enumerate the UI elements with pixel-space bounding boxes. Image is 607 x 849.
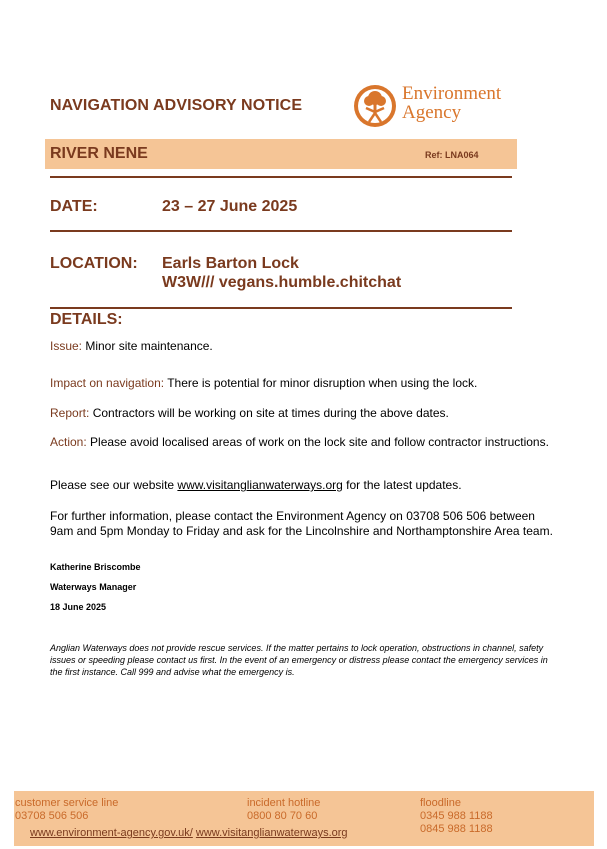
details-heading: DETAILS: xyxy=(50,311,123,328)
signatory-name: Katherine Briscombe xyxy=(50,562,141,572)
footer-links xyxy=(30,827,348,839)
action-label: Action: xyxy=(50,435,87,449)
divider xyxy=(50,176,512,178)
incident-hotline-label: incident hotline xyxy=(247,797,321,809)
environment-agency-link[interactable]: www.environment-agency.gov.uk/ xyxy=(30,827,193,839)
location-line1: Earls Barton Lock xyxy=(162,255,299,272)
issue-paragraph xyxy=(50,339,555,354)
action-text: Please avoid localised areas of work on the lock site and follow contractor instructions. xyxy=(86,435,549,449)
floodline-number-2: 0845 988 1188 xyxy=(420,823,493,835)
reference-number: Ref: LNA064 xyxy=(425,150,479,160)
website-paragraph xyxy=(50,478,555,493)
impact-text: There is potential for minor disruption when using the lock. xyxy=(164,376,478,390)
location-value xyxy=(162,254,401,292)
visit-anglian-waterways-link[interactable]: www.visitanglianwaterways.org xyxy=(195,827,348,839)
date-value: 23 – 27 June 2025 xyxy=(162,198,298,215)
customer-service-label: customer service line xyxy=(15,797,119,809)
river-banner xyxy=(45,139,517,169)
contact-paragraph: For further information, please contact the Environment Agency on 03708 506 506 between 9am and 5pm Monday to Friday and ask for the Lincolnshire and Northamptonshire Area team. xyxy=(50,509,553,538)
divider xyxy=(50,230,512,232)
report-paragraph xyxy=(50,406,555,421)
issue-text: Minor site maintenance. xyxy=(82,339,213,353)
incident-hotline-number: 0800 80 70 60 xyxy=(247,810,318,822)
impact-paragraph xyxy=(50,376,555,391)
report-text: Contractors will be working on site at times during the above dates. xyxy=(89,406,449,420)
notice-title: NAVIGATION ADVISORY NOTICE xyxy=(50,97,303,114)
floodline-number-1: 0345 988 1188 xyxy=(420,810,493,822)
website-pre-text: Please see our website xyxy=(50,478,178,492)
divider xyxy=(50,307,512,309)
website-post-text: for the latest updates. xyxy=(342,478,462,492)
footer-band xyxy=(14,791,594,846)
signatory-role: Waterways Manager xyxy=(50,582,137,592)
environment-agency-logo xyxy=(352,82,522,132)
river-name: RIVER NENE xyxy=(50,145,148,162)
tree-person-icon xyxy=(352,82,398,130)
action-paragraph xyxy=(50,435,555,450)
disclaimer: Anglian Waterways does not provide rescue services. If the matter pertains to lock operation, obstructions in channel, safety issues or speeding please contact us first. In the event of an emergency or distress please contact the emergency services in the first instance. Call 999 and advise what the emergency is. xyxy=(50,643,548,677)
location-label: LOCATION: xyxy=(50,255,138,272)
customer-service-number: 03708 506 506 xyxy=(15,810,89,822)
floodline-label: floodline xyxy=(420,797,461,809)
incident-hotline-block xyxy=(247,797,320,823)
report-label: Report: xyxy=(50,406,90,420)
issue-label: Issue: xyxy=(50,339,83,353)
date-label: DATE: xyxy=(50,198,98,215)
customer-service-block xyxy=(15,797,118,823)
impact-label: Impact on navigation: xyxy=(50,376,165,390)
website-link[interactable]: www.visitanglianwaterways.org xyxy=(177,478,343,492)
logo-text-line1: Environment xyxy=(402,83,502,104)
floodline-block xyxy=(420,797,493,836)
logo-text-line2: Agency xyxy=(402,102,462,123)
location-line2: W3W/// vegans.humble.chitchat xyxy=(162,274,402,291)
signature-date: 18 June 2025 xyxy=(50,602,107,612)
